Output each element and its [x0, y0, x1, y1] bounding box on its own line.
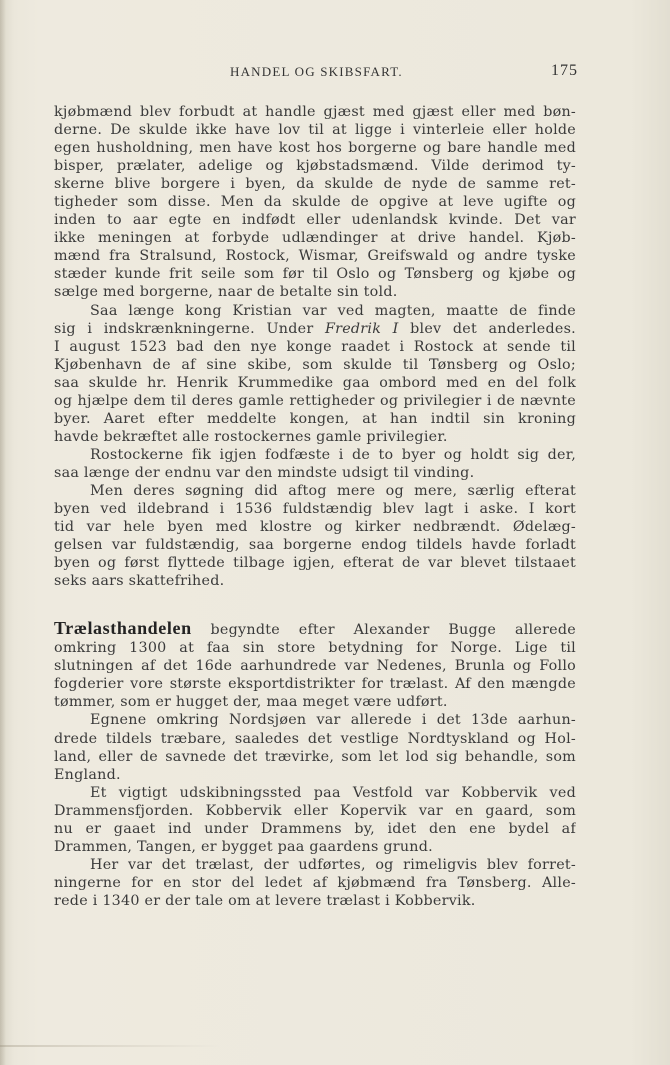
paragraph-8	[54, 856, 576, 910]
text-line: Egnene omkring Nordsjøen var allerede i det 13de aarhun-	[90, 712, 576, 729]
text-line: nu er gaaet ind under Drammens by, idet den ene bydel af	[54, 820, 576, 837]
text-line: og hjælpe dem til deres gamle rettigheder og privilegier i de nævnte	[54, 392, 576, 409]
text-line: Men deres søgning did aftog mere og mere, særlig efterat	[90, 482, 576, 499]
paragraph-4	[54, 482, 576, 590]
text-line: Rostockerne fik igjen fodfæste i de to byer og holdt sig der,	[90, 446, 576, 463]
emphasized-name: Fredrik I	[324, 320, 399, 337]
text-line: ikke meningen at forbyde udlændinger at drive handel. Kjøb-	[54, 230, 576, 247]
text-line: byen og først flyttede tilbage igjen, efterat de var blevet tilstaaet	[54, 555, 576, 572]
text-line: saa skulde hr. Henrik Krummedike gaa ombord med en del folk	[54, 374, 576, 391]
text-line: Et vigtigt udskibningssted paa Vestfold var Kobbervik ved	[90, 784, 576, 801]
text-line: tigheder som disse. Men da skulde de opgive at leve ugifte og	[54, 194, 576, 211]
text-run: blev det anderledes.	[398, 320, 576, 337]
text-line: Drammen, Tangen, er bygget paa gaardens grund.	[54, 838, 433, 855]
text-line: slutningen af det 16de aarhundrede var Nedenes, Brunla og Follo	[54, 658, 576, 675]
paragraph-3	[54, 446, 576, 482]
text-run: begyndte efter Alexander Bugge allerede	[191, 622, 576, 639]
text-line: saa længe der endnu var den mindste udsigt til vinding.	[54, 464, 475, 481]
section-gap	[54, 590, 576, 617]
scan-artifact	[0, 1045, 220, 1047]
text-line: ningerne for en stor del ledet af kjøbmænd fra Tønsberg. Alle-	[54, 874, 576, 891]
text-line: Her var det trælast, der udførtes, og rimeligvis blev forret-	[90, 856, 576, 873]
text-line: fogderier vore største eksportdistrikter for trælast. Af den mængde	[54, 676, 576, 693]
text-line: bisper, prælater, adelige og kjøbstadsmænd. Vilde derimod ty-	[54, 158, 576, 175]
paragraph-7	[54, 784, 576, 856]
page-number: 175	[551, 62, 578, 79]
text-line: sælge med borgerne, naar de betalte sin told.	[54, 284, 398, 301]
page-header	[54, 64, 578, 84]
text-line: byer. Aaret efter meddelte kongen, at han indtil sin kroning	[54, 410, 576, 427]
text-line: rede i 1340 er der tale om at levere trælast i Kobbervik.	[54, 892, 476, 909]
text-line	[54, 617, 576, 639]
text-line: skerne blive borgere i byen, da skulde de nyde de samme ret-	[54, 176, 576, 193]
binding-shadow	[0, 0, 6, 1065]
text-line: Kjøbenhavn de af sine skibe, som skulde til Tønsberg og Oslo;	[54, 356, 576, 373]
text-line: land, eller de savnede det trævirke, som let lod sig behandle, som	[54, 748, 576, 765]
paragraph-2	[54, 302, 576, 446]
paragraph-1	[54, 103, 576, 302]
text-line: gelsen var fuldstændig, saa borgerne endog tildels havde forladt	[54, 537, 576, 554]
text-run: sig i indskrænkningerne. Under	[54, 320, 325, 337]
paragraph-5	[54, 617, 576, 711]
text-line: inden to aar egte en indfødt eller udenlandsk kvinde. Det var	[54, 212, 576, 229]
text-line: egen husholdning, men have kost hos borgerne og bare handle med	[54, 140, 576, 157]
text-line: omkring 1300 at faa sin store betydning for Norge. Lige til	[54, 640, 576, 657]
text-line: drede tildels træbare, saaledes det vestlige Nordtyskland og Hol-	[54, 730, 576, 747]
text-line: Drammensfjorden. Kobbervik eller Kopervik var en gaard, som	[54, 802, 576, 819]
text-line: I august 1523 bad den nye konge raadet i Rostock at sende til	[54, 338, 576, 355]
paragraph-6	[54, 711, 576, 783]
text-line: stæder kunde frit seile som før til Oslo og Tønsberg og kjøbe og	[54, 266, 576, 283]
text-line: England.	[54, 766, 121, 783]
body-text	[54, 103, 576, 910]
text-line: byen ved ildebrand i 1536 fuldstændig blev lagt i aske. I kort	[54, 501, 576, 518]
text-line	[54, 320, 576, 338]
section-heading: Trælasthandelen	[54, 618, 192, 639]
text-line: tømmer, som er hugget der, maa meget være udført.	[54, 694, 448, 711]
running-head: HANDEL OG SKIBSFART.	[230, 64, 403, 79]
text-line: kjøbmænd blev forbudt at handle gjæst med gjæst eller med bøn-	[54, 104, 576, 120]
text-line: derne. De skulde ikke have lov til at ligge i vinterleie eller holde	[54, 122, 576, 139]
text-line: havde bekræftet alle rostockernes gamle privilegier.	[54, 428, 448, 445]
text-line: seks aars skattefrihed.	[54, 573, 225, 590]
text-line: Saa længe kong Kristian var ved magten, maatte de finde	[90, 302, 576, 319]
text-line: tid var hele byen med klostre og kirker nedbrændt. Ødelæg-	[54, 519, 576, 536]
text-line: mænd fra Stralsund, Rostock, Wismar, Greifswald og andre tyske	[54, 248, 576, 265]
